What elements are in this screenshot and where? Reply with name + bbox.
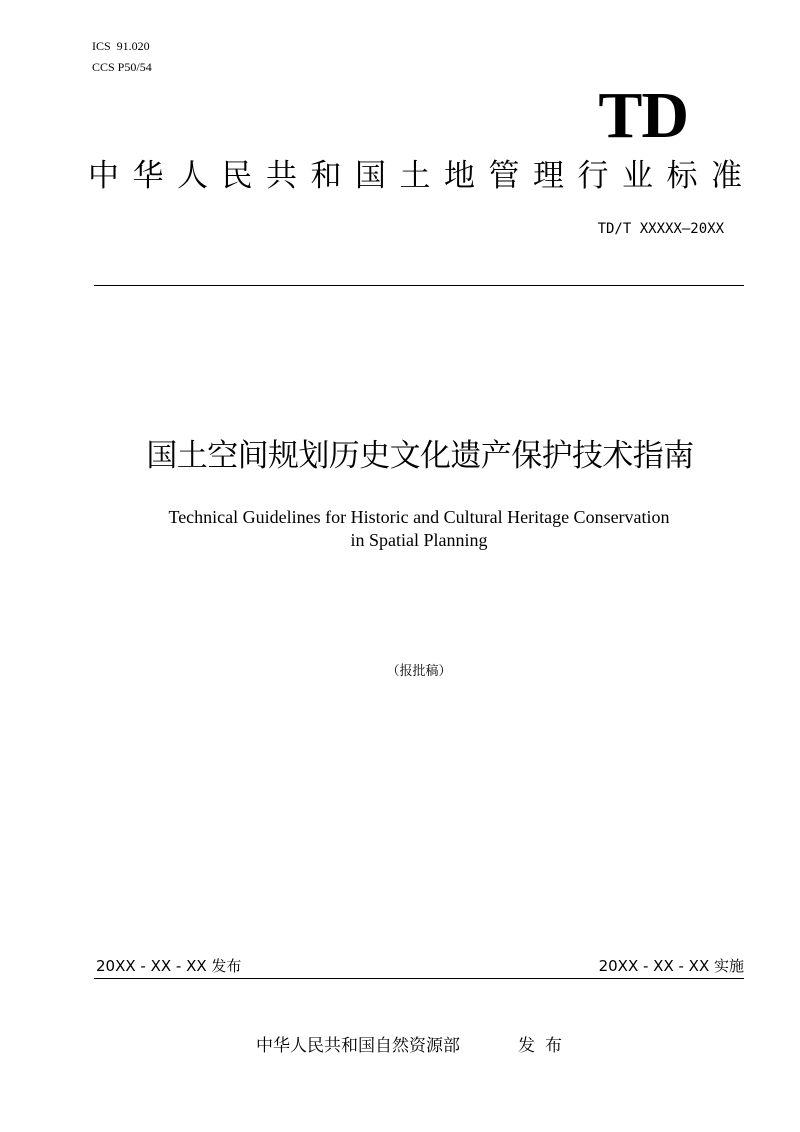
effective-date: 20XX - XX - XX 实施 — [598, 957, 744, 975]
bottom-divider — [94, 978, 744, 979]
publisher-name: 中华人民共和国自然资源部 — [256, 1036, 460, 1056]
td-logo: TD — [598, 79, 688, 152]
ics-code: ICS 91.020 — [92, 39, 150, 53]
publish-label: 发布 — [518, 1036, 572, 1056]
issue-date: 20XX - XX - XX 发布 — [96, 957, 242, 975]
ccs-code: CCS P50/54 — [92, 60, 152, 74]
document-title-en — [0, 506, 800, 552]
draft-status: （报批稿） — [386, 664, 452, 679]
document-title-en-line2: in Spatial Planning — [350, 530, 488, 550]
standard-number: TD/T XXXXX—20XX — [597, 221, 724, 237]
document-title-en-line1: Technical Guidelines for Historic and Cultural Heritage Conservation — [168, 507, 670, 527]
top-divider — [94, 285, 744, 286]
standard-class-name: 中华人民共和国土地管理行业标准 — [88, 158, 756, 194]
document-title-zh: 国土空间规划历史文化遗产保护技术指南 — [146, 438, 694, 474]
